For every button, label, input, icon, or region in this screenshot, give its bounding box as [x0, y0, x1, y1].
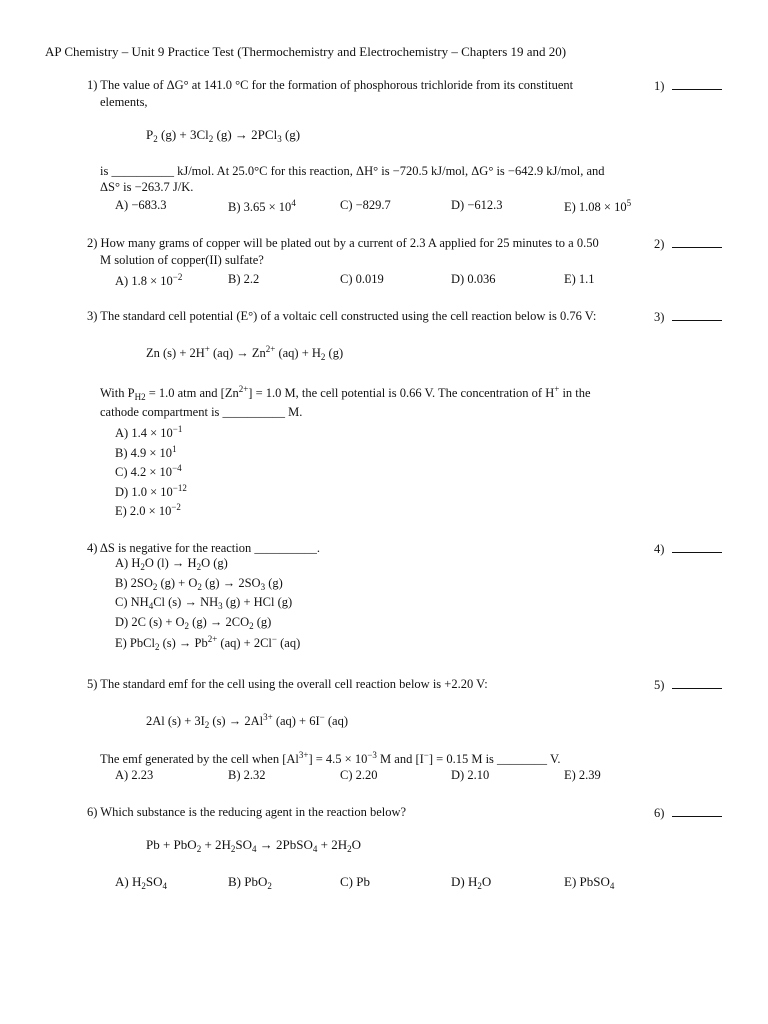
- q3-choice-d[interactable]: D) $1.0 \times 10^{-12}$: [115, 482, 187, 499]
- answer-label-4: 4): [654, 542, 665, 556]
- q5-choice-e[interactable]: E) 2.39: [564, 768, 601, 782]
- q5-choice-b[interactable]: B) 2.32: [228, 768, 266, 782]
- q1-equation: $P_2$ $(g) + 3Cl_2$ (g) → 2PCl$_3$ (g): [146, 127, 301, 144]
- q1-choice-b[interactable]: B) $3.65 \times 10^4$: [228, 198, 296, 214]
- q6-choice-a[interactable]: A) $H_2SO_4$: [115, 874, 167, 891]
- q3-line-1: 3) The standard cell potential (E°) of a voltaic cell constructed using the cell reaction below is 0.76 V:: [87, 309, 597, 323]
- answer-blank-1[interactable]: [672, 78, 722, 90]
- q3-choice-c[interactable]: C) $4.2 \times 10^{-4}$: [115, 463, 182, 479]
- q4-choice-c[interactable]: C) $NH_4Cl$ $(s) \to NH_3$ (g) + HCl (g): [115, 595, 293, 611]
- q3-choices: [115, 424, 187, 522]
- q1-choice-e[interactable]: E) $1.08 \times 10^5$: [564, 198, 632, 214]
- answer-line-4[interactable]: [654, 541, 722, 557]
- q5-choice-c[interactable]: C) 2.20: [340, 768, 378, 782]
- answer-blank-3[interactable]: [672, 309, 722, 321]
- q6-choice-e[interactable]: E) PbSO$_4$: [564, 874, 615, 891]
- q1-line-2: elements,: [100, 95, 148, 109]
- q6-equation: $Pb + PbO_2 + 2H_2SO_4$ → 2PbSO$_4$ + $2H_2O$: [146, 837, 362, 854]
- q2-choice-a[interactable]: A) $1.8 \times 10^{-2}$: [115, 272, 183, 288]
- q4-choice-b[interactable]: B) $2SO_2$ $(g) + O_2$ $(g) \to 2SO_3$ (g): [115, 575, 283, 592]
- q1-line-4: ΔS° is −263.7 J/K.: [100, 180, 194, 194]
- page-title: AP Chemistry – Unit 9 Practice Test (Thermochemistry and Electrochemistry – Chapters 19 and 20): [45, 44, 567, 59]
- q6-choice-c[interactable]: C) Pb: [340, 874, 370, 889]
- answer-label-5: 5): [654, 678, 665, 692]
- q5-choice-d[interactable]: D) 2.10: [451, 768, 490, 782]
- answer-blank-6[interactable]: [672, 805, 722, 817]
- q4-choice-a[interactable]: A) $H_2O$ $(l) \to H_2O$ (g): [115, 556, 228, 572]
- answer-label-2: 2): [654, 237, 665, 251]
- answer-line-2[interactable]: [654, 236, 722, 252]
- q3-choice-e[interactable]: E) $2.0 \times 10^{-2}$: [115, 502, 181, 518]
- q5-line-1: 5) The standard emf for the cell using the overall cell reaction below is +2.20 V:: [87, 677, 488, 691]
- q3-equation: Zn (s) + 2H+ $(aq) \to Zn^{2+}$ $(aq) + H_2$ (g): [146, 344, 344, 362]
- q5-line-2: The emf generated by the cell when $[Al^{3+}] = 4.5 \times 10^{-3}$ M and [I−] = 0.15 M is ________ V.: [100, 750, 561, 766]
- q4-choice-d[interactable]: D) 2C $(s) + O_2$ $(g) \to 2CO_2$ (g): [115, 614, 272, 631]
- answer-line-6[interactable]: [654, 805, 722, 821]
- q3-choice-a[interactable]: A) $1.4 \times 10^{-1}$: [115, 424, 183, 440]
- q6-choice-b[interactable]: B) PbO$_2$: [228, 874, 272, 891]
- answer-blank-5[interactable]: [672, 677, 722, 689]
- answer-line-5[interactable]: [654, 677, 722, 693]
- answer-blank-4[interactable]: [672, 541, 722, 553]
- q2-choice-c[interactable]: C) 0.019: [340, 272, 384, 286]
- q3-line-2: With $P_{H2} = 1.0$ atm and $[Zn^{2+}] = 1.0$ M, the cell potential is 0.66 V. The concentration of H+ in the: [100, 384, 591, 402]
- q2-line-2: M solution of copper(II) sulfate?: [100, 253, 264, 267]
- q3-line-3: cathode compartment is __________ M.: [100, 405, 303, 419]
- q1-choice-d[interactable]: D) −612.3: [451, 198, 503, 212]
- q3-choice-b[interactable]: B) $4.9 \times 10^1$: [115, 443, 177, 460]
- answer-label-6: 6): [654, 806, 665, 820]
- q5-equation: 2Al $(s) + 3I_2$ $(s) \to 2Al^{3+}$ (aq) + 6I− (aq): [146, 712, 348, 730]
- q4-line-1: 4) ΔS is negative for the reaction __________.: [87, 541, 320, 555]
- q2-choice-d[interactable]: D) 0.036: [451, 272, 496, 286]
- q1-line-1: 1) The value of ΔG° at 141.0 °C for the formation of phosphorous trichloride from its constituent: [87, 78, 574, 92]
- q5-choice-a[interactable]: A) 2.23: [115, 768, 154, 782]
- q6-line-1: 6) Which substance is the reducing agent in the reaction below?: [87, 805, 407, 819]
- q1-line-3: is __________ kJ/mol. At 25.0°C for this reaction, ΔH° is −720.5 kJ/mol, ΔG° is −642.9 kJ/mol, and: [100, 164, 605, 178]
- q2-choice-e[interactable]: E) 1.1: [564, 272, 595, 286]
- q4-choice-e[interactable]: E) PbCl$_2$ $(s) \to Pb^{2+}$ (aq) + 2Cl− (aq): [115, 634, 301, 652]
- q1-choice-a[interactable]: A) −683.3: [115, 198, 167, 212]
- answer-blank-2[interactable]: [672, 236, 722, 248]
- q4-choices: [115, 556, 300, 654]
- answer-line-3[interactable]: [654, 309, 722, 325]
- q6-choice-d[interactable]: D) $H_2O$: [451, 874, 492, 891]
- q2-line-1: 2) How many grams of copper will be plated out by a current of 2.3 A applied for 25 minutes to a 0.50: [87, 236, 599, 250]
- answer-label-1: 1): [654, 79, 665, 93]
- answer-line-1[interactable]: [654, 78, 722, 94]
- q2-choice-b[interactable]: B) 2.2: [228, 272, 260, 286]
- answer-label-3: 3): [654, 310, 665, 324]
- q1-choice-c[interactable]: C) −829.7: [340, 198, 391, 212]
